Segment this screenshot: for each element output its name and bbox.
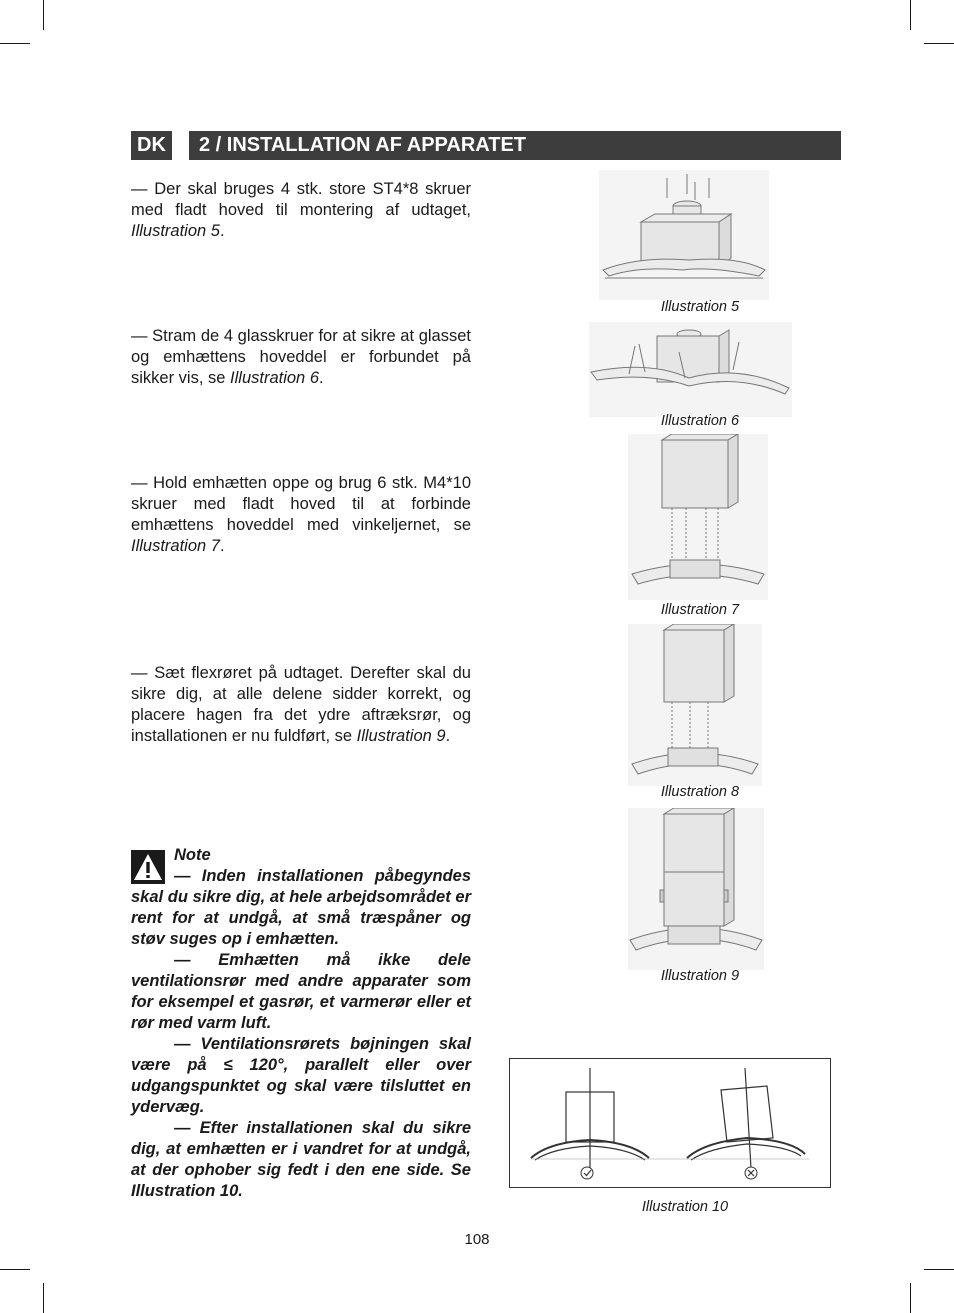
instruction-paragraph-3: [131, 473, 471, 557]
note-block: [131, 845, 471, 1202]
illustration-ref: Illustration 5: [131, 222, 220, 240]
illustration-7-image: [628, 434, 768, 600]
illustration-10-caption: Illustration 10: [641, 1199, 729, 1215]
illustration-10-image: [509, 1058, 831, 1188]
section-title: 2 / INSTALLATION AF APPARATET: [189, 131, 841, 160]
paragraph-text: — Sæt flexrøret på udtaget. Derefter skal du sikre dig, at alle delene sidder korrekt, og placere hagen fra det ydre aftræksrør, og installationen er nu fuldført, se: [131, 664, 471, 745]
note-item: — Ventilationsrørets bøjningen skal være på ≤ 120°, parallelt eller over udgangspunktet og skal være tilsluttet en ydervæg.: [131, 1035, 471, 1116]
paragraph-end: .: [219, 222, 225, 240]
illustration-5-caption: Illustration 5: [660, 299, 740, 315]
illustration-9-caption: Illustration 9: [660, 968, 740, 984]
illustration-7-caption: Illustration 7: [660, 602, 740, 618]
crop-mark: [43, 0, 44, 30]
instruction-paragraph-1: [131, 179, 471, 242]
crop-mark: [910, 1283, 911, 1313]
crop-mark: [43, 1283, 44, 1313]
note-item: — Emhætten må ikke dele ventilationsrør med andre apparater som for eksempel et gasrør, et varmerør eller et rør med varm luft.: [131, 951, 471, 1032]
illustration-5-image: [599, 170, 769, 300]
paragraph-end: .: [319, 369, 324, 387]
note-text: [131, 866, 471, 1202]
crop-mark: [0, 43, 30, 44]
illustration-9-image: [628, 808, 764, 970]
illustration-6-image: [589, 322, 792, 417]
illustration-ref: Illustration 9: [356, 727, 446, 745]
paragraph-end: .: [219, 537, 225, 555]
cross-circle-icon: [745, 1167, 757, 1179]
note-title: Note: [174, 846, 211, 864]
note-item: — Efter installationen skal du sikre dig, at emhætten er i vandret for at undgå, at der ophober sig fedt i den ene side. Se Illustration 10.: [131, 1119, 471, 1200]
illustration-6-caption: Illustration 6: [660, 413, 740, 429]
crop-mark: [910, 0, 911, 30]
crop-mark: [924, 43, 954, 44]
paragraph-end: .: [445, 727, 451, 745]
instruction-paragraph-2: [131, 326, 471, 389]
crop-mark: [924, 1269, 954, 1270]
paragraph-text: — Der skal bruges 4 stk. store ST4*8 skruer med fladt hoved til montering af udtaget,: [131, 180, 471, 219]
paragraph-text: — Stram de 4 glasskruer for at sikre at glasset og emhættens hoveddel er forbundet på sikker vis, se: [131, 327, 471, 387]
language-badge: DK: [131, 131, 172, 160]
instruction-paragraph-4: [131, 663, 471, 747]
warning-triangle-icon: [131, 850, 165, 884]
note-item: — Inden installationen påbegyndes skal du sikre dig, at hele arbejdsområdet er rent for at undgå, at små træspåner og støv suges op i emhætten.: [131, 867, 471, 948]
illustration-ref: Illustration 7: [131, 537, 220, 555]
page-number: 108: [464, 1231, 490, 1248]
check-circle-icon: [581, 1167, 593, 1179]
illustration-ref: Illustration 6: [230, 369, 319, 387]
illustration-8-caption: Illustration 8: [660, 784, 740, 800]
crop-mark: [0, 1269, 30, 1270]
paragraph-text: — Hold emhætten oppe og brug 6 stk. M4*10 skruer med fladt hoved til at forbinde emhættens hoveddel med vinkeljernet, se: [131, 474, 471, 534]
illustration-8-image: [628, 624, 762, 786]
